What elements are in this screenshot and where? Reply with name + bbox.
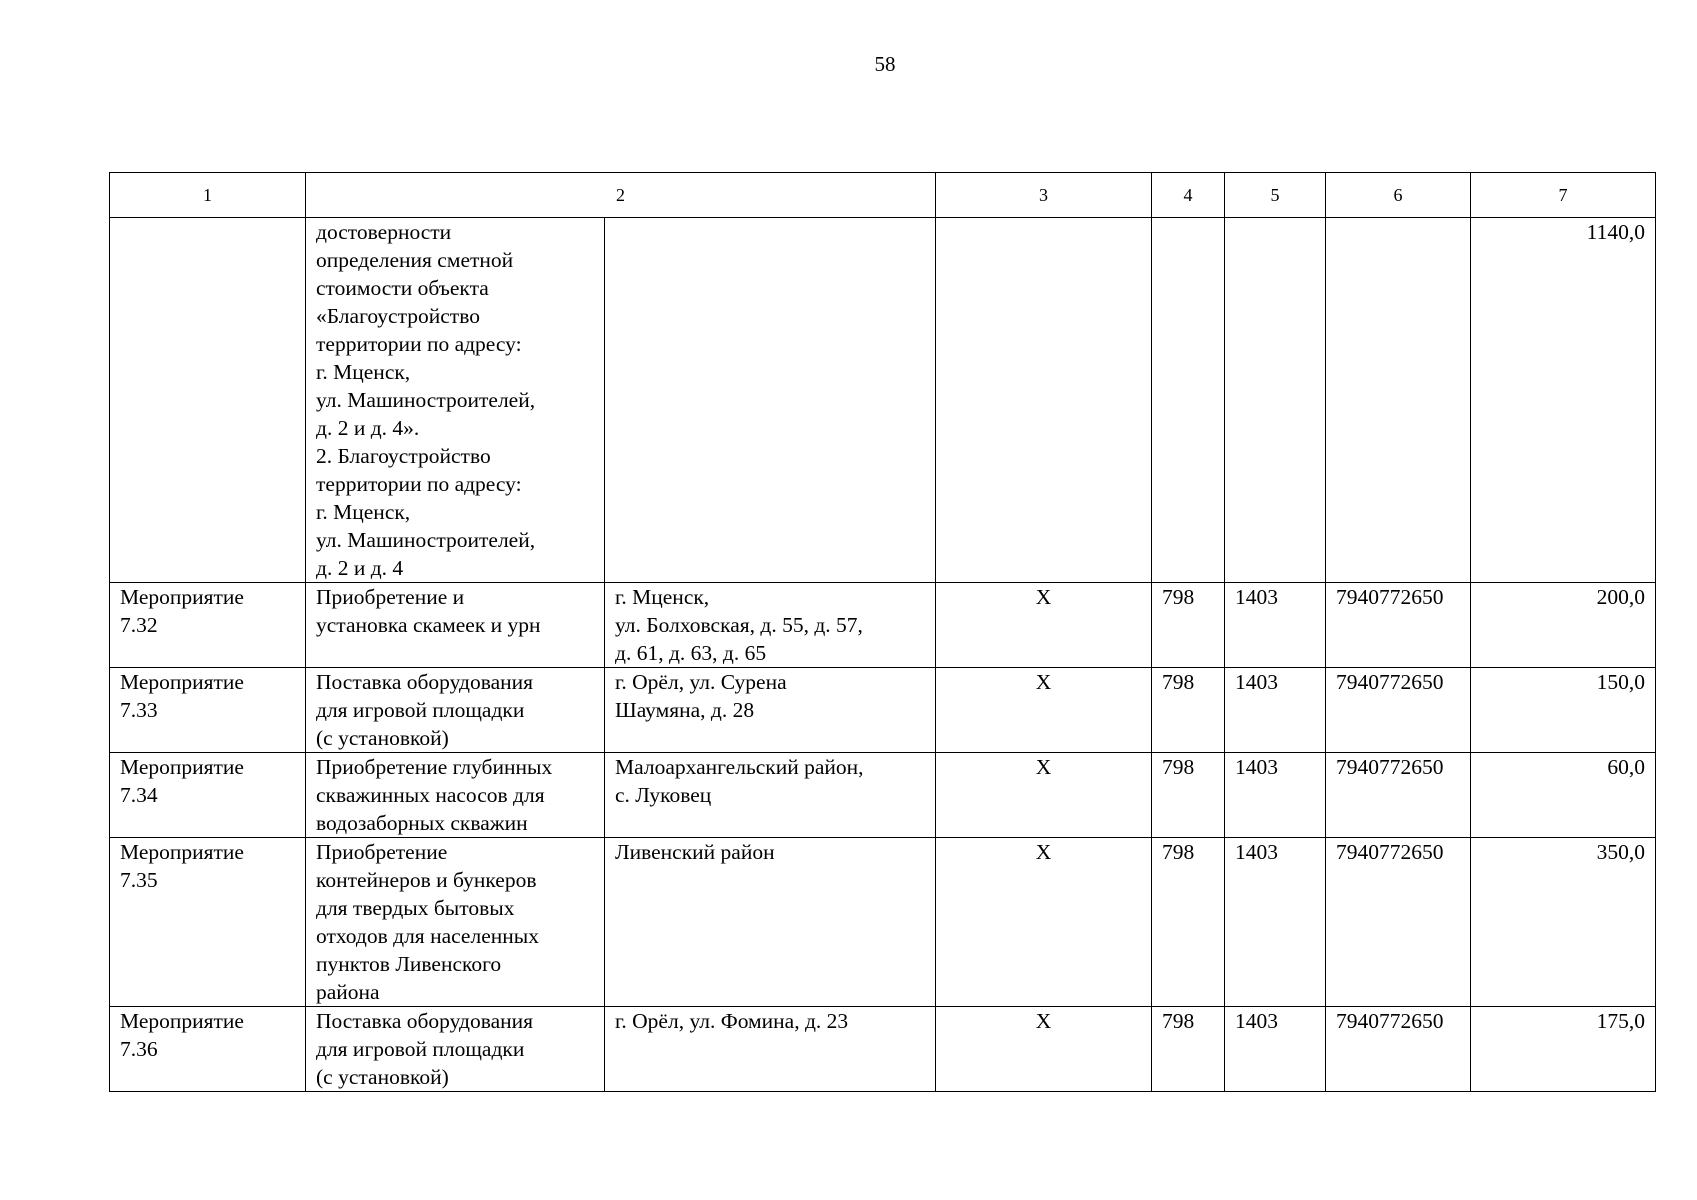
text-line: Малоархангельский район,: [615, 755, 864, 779]
text-line: Мероприятие: [120, 670, 244, 694]
cell-amount: 60,0: [1471, 753, 1656, 838]
cell-name: [306, 753, 605, 838]
text-line: ул. Машиностроителей,: [316, 388, 536, 412]
text-line: д. 2 и д. 4: [316, 556, 404, 580]
cell-address: [605, 668, 936, 753]
cell-col4: 798: [1152, 753, 1225, 838]
cell-col4: 798: [1152, 1007, 1225, 1092]
cell-col4: 798: [1152, 668, 1225, 753]
cell-col6: 7940772650: [1326, 1007, 1471, 1092]
cell-address: [605, 1007, 936, 1092]
cell-col6: 7940772650: [1326, 753, 1471, 838]
cell-address: [605, 753, 936, 838]
text-line: Мероприятие: [120, 840, 244, 864]
text-line: Мероприятие: [120, 1009, 244, 1033]
text-line: контейнеров и бункеров: [316, 868, 537, 892]
cell-col6: 7940772650: [1326, 838, 1471, 1007]
cell-event: [110, 1007, 306, 1092]
text-line: территории по адресу:: [316, 472, 522, 496]
text-line: установка скамеек и урн: [316, 613, 541, 637]
cell-name: [306, 668, 605, 753]
cell-col5: [1225, 218, 1326, 583]
text-line: Приобретение и: [316, 585, 465, 609]
text-line: достоверности: [316, 220, 452, 244]
cell-col4: [1152, 218, 1225, 583]
cell-event: [110, 668, 306, 753]
cell-col3: X: [936, 668, 1152, 753]
text-line: Приобретение: [316, 840, 448, 864]
text-line: Ливенский район: [615, 840, 775, 864]
text-line: района: [316, 980, 380, 1004]
text-line: 7.32: [120, 613, 158, 637]
cell-address: [605, 583, 936, 668]
cell-event: [110, 753, 306, 838]
text-line: (с установкой): [316, 1065, 449, 1089]
text-line: 2. Благоустройство: [316, 444, 491, 468]
cell-col6: 7940772650: [1326, 668, 1471, 753]
header-col-2: 2: [306, 173, 936, 218]
text-line: г. Орёл, ул. Сурена: [615, 670, 787, 694]
cell-event: [110, 218, 306, 583]
cell-col5: 1403: [1225, 838, 1326, 1007]
text-line: стоимости объекта: [316, 276, 489, 300]
table-row-continuation: [110, 218, 1656, 583]
text-line: 7.33: [120, 698, 158, 722]
text-line: для игровой площадки: [316, 698, 525, 722]
text-line: (с установкой): [316, 726, 449, 750]
table-row: [110, 838, 1656, 1007]
header-col-4: 4: [1152, 173, 1225, 218]
text-line: г. Мценск,: [615, 585, 710, 609]
header-col-3: 3: [936, 173, 1152, 218]
cell-amount: 150,0: [1471, 668, 1656, 753]
cell-amount: 200,0: [1471, 583, 1656, 668]
text-line: отходов для населенных: [316, 924, 539, 948]
cell-amount: 1140,0: [1471, 218, 1656, 583]
header-col-7: 7: [1471, 173, 1656, 218]
text-line: Шаумяна, д. 28: [615, 698, 755, 722]
cell-col3: [936, 218, 1152, 583]
cell-col6: [1326, 218, 1471, 583]
table-header: [110, 173, 1656, 218]
text-line: водозаборных скважин: [316, 811, 528, 835]
cell-col3: X: [936, 583, 1152, 668]
cell-col3: X: [936, 838, 1152, 1007]
cell-amount: 350,0: [1471, 838, 1656, 1007]
cell-name: [306, 218, 605, 583]
cell-col5: 1403: [1225, 583, 1326, 668]
header-col-6: 6: [1326, 173, 1471, 218]
header-col-1: 1: [110, 173, 306, 218]
cell-name: [306, 838, 605, 1007]
cell-col3: X: [936, 1007, 1152, 1092]
cell-address: [605, 838, 936, 1007]
cell-event: [110, 583, 306, 668]
text-line: ул. Машиностроителей,: [316, 528, 536, 552]
text-line: определения сметной: [316, 248, 514, 272]
cell-address: [605, 218, 936, 583]
text-line: 7.36: [120, 1037, 158, 1061]
text-line: с. Луковец: [615, 783, 712, 807]
page-number: 58: [874, 52, 896, 76]
table-row: [110, 668, 1656, 753]
table-row: [110, 583, 1656, 668]
text-line: территории по адресу:: [316, 332, 522, 356]
text-line: ул. Болховская, д. 55, д. 57,: [615, 613, 863, 637]
cell-col6: 7940772650: [1326, 583, 1471, 668]
header-col-5: 5: [1225, 173, 1326, 218]
text-line: д. 2 и д. 4».: [316, 416, 420, 440]
cell-col5: 1403: [1225, 668, 1326, 753]
cell-col4: 798: [1152, 583, 1225, 668]
text-line: для игровой площадки: [316, 1037, 525, 1061]
text-line: Поставка оборудования: [316, 670, 534, 694]
table-row: [110, 1007, 1656, 1092]
table-body: [110, 218, 1656, 1092]
cell-col3: X: [936, 753, 1152, 838]
header-row: [110, 173, 1656, 218]
cell-col5: 1403: [1225, 1007, 1326, 1092]
text-line: Поставка оборудования: [316, 1009, 534, 1033]
text-line: «Благоустройство: [316, 304, 480, 328]
cell-col4: 798: [1152, 838, 1225, 1007]
text-line: для твердых бытовых: [316, 896, 515, 920]
budget-table: [109, 172, 1656, 1092]
cell-name: [306, 1007, 605, 1092]
cell-amount: 175,0: [1471, 1007, 1656, 1092]
text-line: г. Мценск,: [316, 360, 411, 384]
text-line: 7.35: [120, 868, 158, 892]
text-line: Мероприятие: [120, 585, 244, 609]
text-line: Приобретение глубинных: [316, 755, 553, 779]
table-row: [110, 753, 1656, 838]
text-line: 7.34: [120, 783, 158, 807]
text-line: г. Орёл, ул. Фомина, д. 23: [615, 1009, 849, 1033]
text-line: д. 61, д. 63, д. 65: [615, 641, 767, 665]
cell-name: [306, 583, 605, 668]
cell-col5: 1403: [1225, 753, 1326, 838]
text-line: скважинных насосов для: [316, 783, 545, 807]
text-line: пунктов Ливенского: [316, 952, 502, 976]
text-line: г. Мценск,: [316, 500, 411, 524]
cell-event: [110, 838, 306, 1007]
text-line: Мероприятие: [120, 755, 244, 779]
